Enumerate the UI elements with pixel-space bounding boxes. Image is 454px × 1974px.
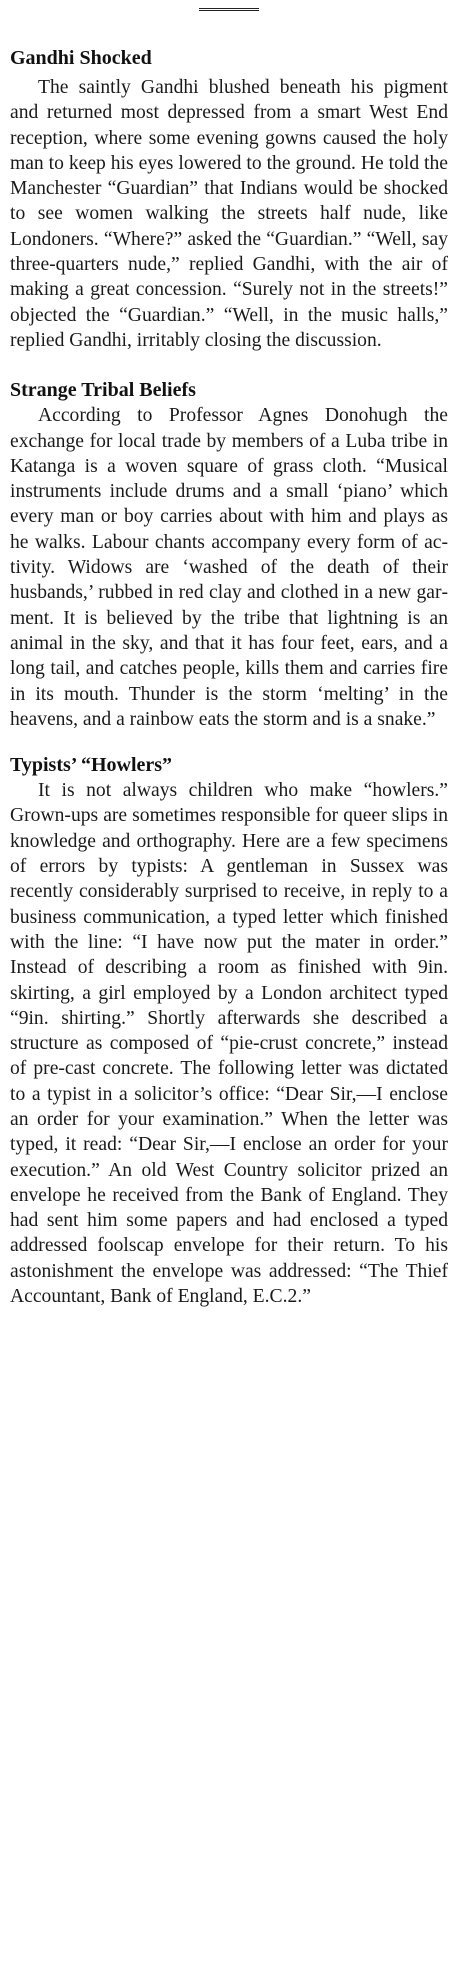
article-heading: Gandhi Shocked [10,47,152,69]
article-body: According to Professor Agnes Donohugh the exchange for local trade by members of a Luba tribe in Katanga is a woven square of grass cloth. “Musical instruments include drums and a small ‘piano’ which every man or boy carries about with him and plays as he walks. Labour chants accompany every form of activity. Widows are ‘washed of the death of their husbands,’ rubbed in red clay and clothed in a new garment. It is believed by the tribe that lightning is an animal in the sky, and that it has four feet, ears, and a long tail, and catches people, kills them and carries fire in its mouth. Thunder is the storm ‘melting’ in the heavens, and a rainbow eats the storm and is a snake.” [10,405,448,730]
column-top-rule [199,8,259,11]
article-body: It is not always children who make “howlers.” Grown-ups are sometimes responsible for queer slips in knowledge and orthography. Here are a few specimens of errors by typists: A gentleman in Sussex was recently considerably surprised to receive, in reply to a business communication, a typed letter which finished with the line: “I have now put the mater in order.” Instead of describing a room as finished with 9in. skirting, a girl employed by a London architect typed “9in. shirting.” Shortly afterwards she described a structure as composed of “pie-crust concrete,” instead of pre-cast concrete. The following letter was dictated to a typist in a solicitor’s office: “Dear Sir,—I enclose an order for your examination.” When the letter was typed, it read: “Dear Sir,—I enclose an order for your execution.” An old West Country solicitor prized an envelope he received from the Bank of England. They had sent him some papers and had enclosed a typed addressed foolscap envelope for their return. To his astonishment the envelope was addressed: “The Thief Accountant, Bank of England, E.C.2.” [10,780,448,1308]
article-body: The saintly Gandhi blushed beneath his pigment and returned most depressed from a smart West End reception, where some evening gowns caused the holy man to keep his eyes lowered to the ground. He told the Manchester “Guardian” that Indians would be shocked to see women walking the streets half nude, like Londoners. “Where?” asked the “Guardian.” “Well, say three-quarters nude,” replied Gandhi, with the air of making a great concession. “Surely not in the streets!” objected the “Guardian.” “Well, in the music halls,” replied Gandhi, irritably closing the discussion. [10,77,448,351]
article-typists-howlers [10,752,448,1309]
newspaper-column [0,8,454,1974]
article-strange-tribal-beliefs [10,377,448,732]
article-heading: Typists’ “Howlers” [10,754,173,777]
article-heading: Strange Tribal Beliefs [10,379,196,402]
article-gandhi-shocked [10,45,448,353]
